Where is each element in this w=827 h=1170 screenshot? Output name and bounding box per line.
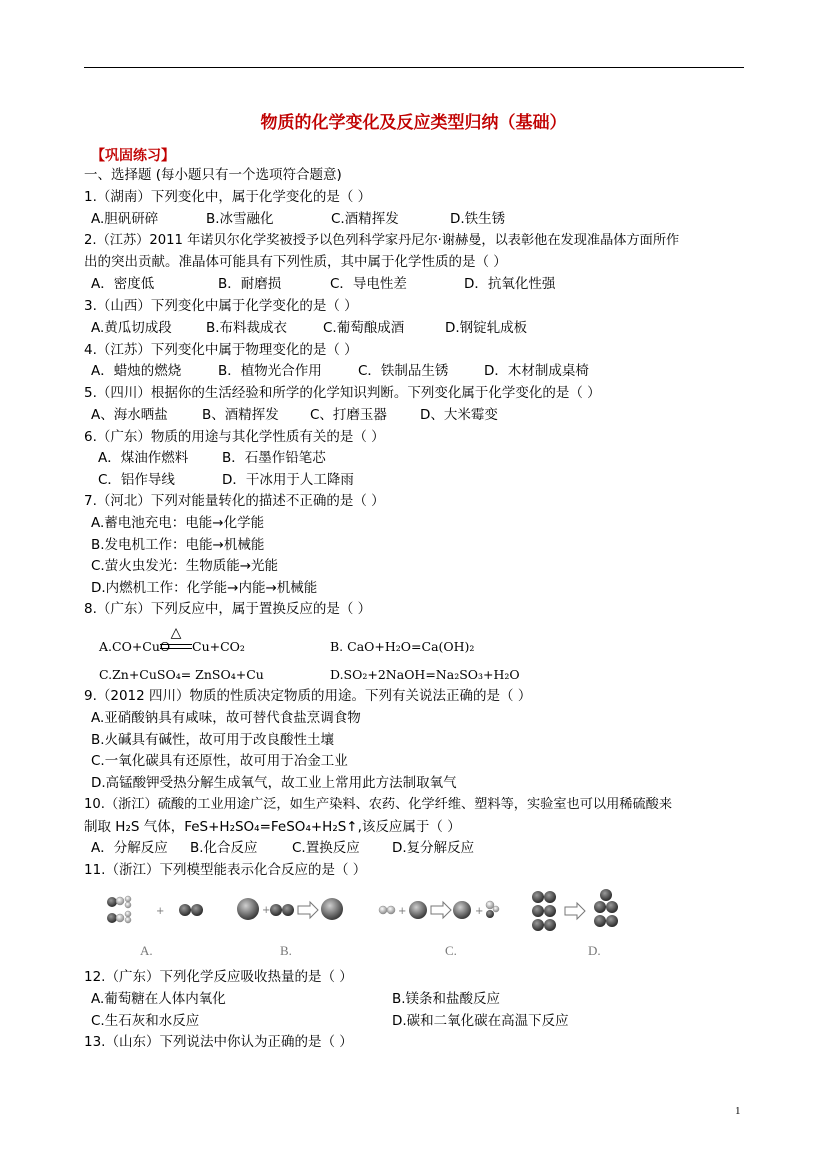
q3-option-d: D.钢锭轧成板 [445, 320, 528, 336]
question-1: 1.（湖南）下列变化中，属于化学变化的是（ ） [84, 189, 372, 205]
q7-option-c: C.萤火虫发光：生物质能→光能 [91, 558, 279, 574]
q6-option-a: A．煤油作燃料 [98, 450, 189, 466]
q7-option-d: D.内燃机工作：化学能→内能→机械能 [91, 580, 318, 596]
q5-option-d: D、大米霉变 [420, 407, 498, 423]
question-6: 6.（广东）物质的用途与其化学性质有关的是（ ） [84, 429, 385, 445]
q3-option-a: A.黄瓜切成段 [91, 320, 172, 336]
q10-option-d: D.复分解反应 [392, 840, 475, 856]
q1-option-a: A.胆矾研碎 [91, 211, 159, 227]
q9-option-b: B.火碱具有碱性，故可用于改良酸性土壤 [91, 732, 335, 748]
q5-option-c: C、打磨玉器 [310, 407, 387, 423]
q10-option-a: A．分解反应 [91, 840, 168, 856]
question-4: 4.（江苏）下列变化中属于物理变化的是（ ） [84, 342, 358, 358]
question-11: 11.（浙江）下列模型能表示化合反应的是（ ） [84, 862, 367, 878]
q12-option-a: A.葡萄糖在人体内氧化 [91, 991, 226, 1007]
question-3: 3.（山西）下列变化中属于化学变化的是（ ） [84, 298, 358, 314]
q2-option-b: B．耐磨损 [218, 276, 282, 292]
page-number: 1 [735, 1105, 741, 1117]
q5-option-b: B、酒精挥发 [202, 407, 279, 423]
q1-option-c: C.酒精挥发 [331, 211, 399, 227]
q7-option-b: B.发电机工作：电能→机械能 [91, 537, 265, 553]
q4-option-d: D．木材制成桌椅 [484, 363, 589, 379]
q6-option-d: D．干冰用于人工降雨 [222, 472, 354, 488]
q10-option-c: C.置换反应 [292, 840, 360, 856]
model-c-label: C. [445, 943, 457, 958]
q12-option-d: D.碳和二氧化碳在高温下反应 [392, 1013, 569, 1029]
question-2-line2: 出的突出贡献。准晶体可能具有下列性质，其中属于化学性质的是（ ） [84, 254, 507, 270]
q8-option-a-products: Cu+CO₂ [192, 639, 245, 654]
reaction-model-diagrams [100, 885, 640, 960]
q9-option-d: D.高锰酸钾受热分解生成氧气，故工业上常用此方法制取氧气 [91, 775, 457, 791]
section-heading: 【巩固练习】 [91, 148, 175, 164]
svg-text:+: + [475, 906, 484, 917]
q5-option-a: A、海水晒盐 [91, 407, 168, 423]
heat-condition-symbol: △ [170, 625, 182, 641]
equals-sign-double-line [160, 644, 192, 649]
model-a [107, 896, 203, 958]
svg-text:+: + [156, 906, 165, 917]
question-13: 13.（山东）下列说法中你认为正确的是（ ） [84, 1034, 353, 1050]
q12-option-c: C.生石灰和水反应 [91, 1013, 200, 1029]
question-10-line2: 制取 H₂S 气体，FeS+H₂SO₄=FeSO₄+H₂S↑,该反应属于（ ） [84, 819, 461, 835]
model-a-label: A. [140, 943, 153, 958]
q12-option-b: B.镁条和盐酸反应 [392, 991, 501, 1007]
question-12: 12.（广东）下列化学反应吸收热量的是（ ） [84, 969, 353, 985]
q2-option-d: D．抗氧化性强 [464, 276, 556, 292]
model-d-label: D. [588, 943, 601, 958]
q1-option-b: B.冰雪融化 [206, 211, 274, 227]
q4-option-a: A．蜡烛的燃烧 [91, 363, 182, 379]
model-c [379, 901, 499, 958]
q8-option-c: C.Zn+CuSO₄= ZnSO₄+Cu [99, 667, 264, 682]
q9-option-a: A.亚硝酸钠具有咸味，故可替代食盐烹调食物 [91, 710, 361, 726]
q4-option-c: C．铁制品生锈 [358, 363, 449, 379]
q6-option-c: C．铝作导线 [98, 472, 175, 488]
question-9: 9.（2012 四川）物质的性质决定物质的用途。下列有关说法正确的是（ ） [84, 688, 532, 704]
header-rule [84, 67, 744, 68]
question-2-line1: 2.（江苏）2011 年诺贝尔化学奖被授予以色列科学家丹尼尔·谢赫曼，以表彰他在发现准晶体方面所作 [84, 233, 680, 248]
q2-option-a: A．密度低 [91, 276, 155, 292]
q3-option-b: B.布料裁成衣 [206, 320, 288, 336]
svg-text:+: + [262, 905, 271, 916]
question-5: 5.（四川）根据你的生活经验和所学的化学知识判断。下列变化属于化学变化的是（ ） [84, 385, 601, 401]
question-8: 8.（广东）下列反应中，属于置换反应的是（ ） [84, 601, 372, 617]
question-10-line1: 10.（浙江）硫酸的工业用途广泛，如生产染料、农药、化学纤维、塑料等，实验室也可以用稀硫酸来 [84, 797, 673, 812]
q6-option-b: B．石墨作铅笔芯 [222, 450, 326, 466]
model-b [237, 898, 343, 958]
q3-option-c: C.葡萄酿成酒 [323, 320, 405, 336]
model-d [532, 889, 618, 958]
q7-option-a: A.蓄电池充电：电能→化学能 [91, 515, 265, 531]
q1-option-d: D.铁生锈 [450, 211, 506, 227]
q9-option-c: C.一氧化碳具有还原性，故可用于冶金工业 [91, 753, 348, 769]
q8-option-b: B. CaO+H₂O=Ca(OH)₂ [330, 639, 475, 654]
q8-option-d: D.SO₂+2NaOH=Na₂SO₃+H₂O [330, 667, 520, 682]
page-title: 物质的化学变化及反应类型归纳（基础） [260, 113, 567, 133]
q2-option-c: C．导电性差 [330, 276, 407, 292]
q8-option-a-reactants: A.CO+CuO [99, 639, 171, 654]
q4-option-b: B．植物光合作用 [218, 363, 322, 379]
question-7: 7.（河北）下列对能量转化的描述不正确的是（ ） [84, 493, 385, 509]
q10-option-b: B.化合反应 [190, 840, 258, 856]
svg-text:+: + [398, 906, 407, 917]
instruction-line: 一、选择题 (每小题只有一个选项符合题意) [84, 167, 342, 183]
model-b-label: B. [280, 943, 292, 958]
